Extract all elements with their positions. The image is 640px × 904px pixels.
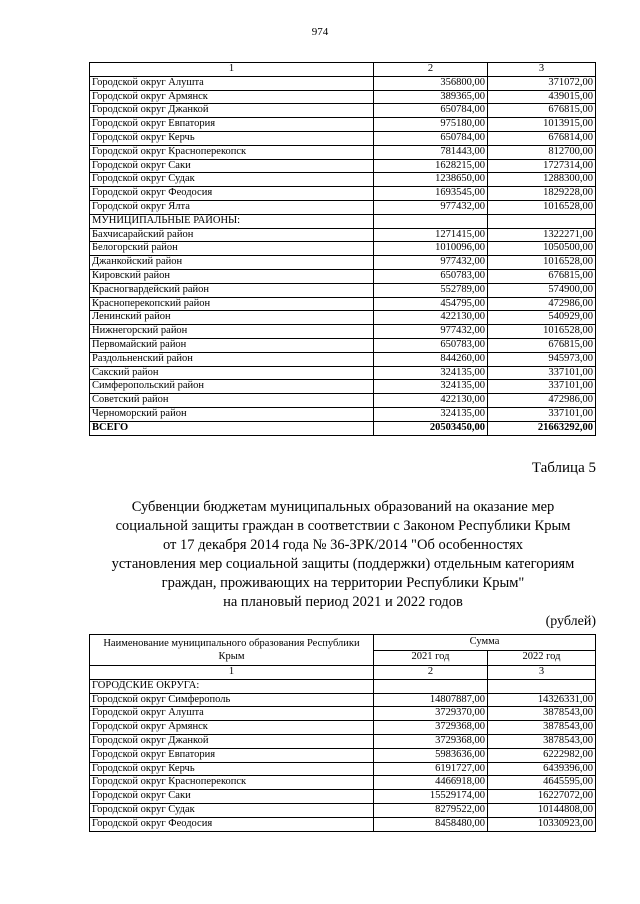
municipality-name-cell: ГОРОДСКИЕ ОКРУГА: [90, 679, 374, 693]
amount-cell: 16227072,00 [488, 790, 596, 804]
municipality-name-cell: Городской округ Ялта [90, 200, 374, 214]
municipality-name-cell: Городской округ Саки [90, 159, 374, 173]
amount-cell: 422130,00 [374, 394, 488, 408]
amount-cell: 422130,00 [374, 311, 488, 325]
amount-cell: 472986,00 [488, 394, 596, 408]
page-number: 974 [311, 26, 329, 38]
municipality-name-cell: Городской округ Керчь [90, 131, 374, 145]
amount-cell: 1288300,00 [488, 173, 596, 187]
amount-cell: 6222982,00 [488, 748, 596, 762]
table-row [90, 325, 596, 339]
amount-cell: 812700,00 [488, 145, 596, 159]
table-row [90, 242, 596, 256]
amount-cell: 10330923,00 [488, 817, 596, 831]
municipality-name-cell: Городской округ Красноперекопск [90, 776, 374, 790]
table-row [90, 297, 596, 311]
amount-cell: 977432,00 [374, 325, 488, 339]
amount-cell: 945973,00 [488, 352, 596, 366]
amount-cell: 14326331,00 [488, 693, 596, 707]
year-2022-header: 2022 год [488, 650, 596, 666]
municipality-name-cell: Городской округ Джанкой [90, 104, 374, 118]
table-row [90, 228, 596, 242]
amount-cell: 1050500,00 [488, 242, 596, 256]
municipality-name-cell: Городской округ Саки [90, 790, 374, 804]
municipality-name-cell: Первомайский район [90, 338, 374, 352]
table-row [90, 748, 596, 762]
amount-cell: 781443,00 [374, 145, 488, 159]
municipality-name-cell: Городской округ Евпатория [90, 118, 374, 132]
municipality-name-cell: ВСЕГО [90, 421, 374, 435]
amount-cell: 540929,00 [488, 311, 596, 325]
amount-cell: 1238650,00 [374, 173, 488, 187]
amount-cell: 650783,00 [374, 269, 488, 283]
amount-cell: 6191727,00 [374, 762, 488, 776]
amount-cell: 3729368,00 [374, 734, 488, 748]
column-number-row [90, 666, 596, 680]
municipality-name-cell: Городской округ Симферополь [90, 693, 374, 707]
amount-cell: 650784,00 [374, 104, 488, 118]
amount-cell: 975180,00 [374, 118, 488, 132]
table-row [90, 173, 596, 187]
table-row [90, 734, 596, 748]
amount-cell: 650784,00 [374, 131, 488, 145]
amount-cell: 337101,00 [488, 366, 596, 380]
table-row [90, 269, 596, 283]
table-row [90, 721, 596, 735]
amount-cell: 356800,00 [374, 76, 488, 90]
title-line: Субвенции бюджетам муниципальных образований на оказание мер [131, 499, 555, 515]
amount-cell: 337101,00 [488, 380, 596, 394]
year-2021-header: 2021 год [374, 650, 488, 666]
amount-cell: 1016528,00 [488, 325, 596, 339]
municipality-name-cell: Кировский район [90, 269, 374, 283]
amount-cell: 439015,00 [488, 90, 596, 104]
municipality-name-cell: Городской округ Алушта [90, 707, 374, 721]
title-line: от 17 декабря 2014 года № 36-ЗРК/2014 "Об особенностях [162, 537, 523, 553]
amount-cell: 676815,00 [488, 269, 596, 283]
table-row [90, 693, 596, 707]
amount-cell [374, 214, 488, 228]
column-number: 2 [374, 63, 488, 77]
amount-cell: 1013915,00 [488, 118, 596, 132]
amount-cell: 1322271,00 [488, 228, 596, 242]
amount-cell: 6439396,00 [488, 762, 596, 776]
table-row [90, 803, 596, 817]
amount-cell: 389365,00 [374, 90, 488, 104]
amount-cell: 3878543,00 [488, 721, 596, 735]
municipality-name-cell: Джанкойский район [90, 256, 374, 270]
header-row [90, 635, 596, 651]
municipality-name-cell: Нижнегорский район [90, 325, 374, 339]
municipality-name-cell: Белогорский район [90, 242, 374, 256]
amount-cell: 676815,00 [488, 104, 596, 118]
column-number: 3 [488, 666, 596, 680]
subventions-table-5 [89, 634, 596, 832]
municipality-name-cell: Советский район [90, 394, 374, 408]
table-row [90, 338, 596, 352]
municipality-name-cell: Городской округ Судак [90, 173, 374, 187]
total-row [90, 421, 596, 435]
municipality-name-cell: Симферопольский район [90, 380, 374, 394]
municipality-name-cell: Ленинский район [90, 311, 374, 325]
municipality-name-cell: Черноморский район [90, 407, 374, 421]
table-row [90, 159, 596, 173]
amount-cell: 21663292,00 [488, 421, 596, 435]
table-row [90, 311, 596, 325]
table-row [90, 256, 596, 270]
municipality-name-cell: Городской округ Армянск [90, 90, 374, 104]
table-row [90, 407, 596, 421]
amount-cell: 324135,00 [374, 407, 488, 421]
amount-cell: 10144808,00 [488, 803, 596, 817]
column-number-row [90, 63, 596, 77]
title-line: социальной защиты граждан в соответствии с Законом Республики Крым [115, 518, 571, 534]
table-row [90, 187, 596, 201]
table-row [90, 707, 596, 721]
table-row [90, 817, 596, 831]
column-number: 2 [374, 666, 488, 680]
table-row [90, 776, 596, 790]
municipality-name-cell: Городской округ Керчь [90, 762, 374, 776]
table-row [90, 762, 596, 776]
municipality-name-cell: Городской округ Судак [90, 803, 374, 817]
amount-cell: 676815,00 [488, 338, 596, 352]
amount-cell: 844260,00 [374, 352, 488, 366]
table-row [90, 283, 596, 297]
municipality-name-cell: МУНИЦИПАЛЬНЫЕ РАЙОНЫ: [90, 214, 374, 228]
municipality-name-cell: Бахчисарайский район [90, 228, 374, 242]
amount-cell: 15529174,00 [374, 790, 488, 804]
amount-cell: 324135,00 [374, 380, 488, 394]
amount-cell: 3729370,00 [374, 707, 488, 721]
amount-cell: 3878543,00 [488, 734, 596, 748]
amount-cell: 1693545,00 [374, 187, 488, 201]
amount-cell: 14807887,00 [374, 693, 488, 707]
amount-cell: 676814,00 [488, 131, 596, 145]
municipality-name-cell: Городской округ Феодосия [90, 817, 374, 831]
amount-cell: 1628215,00 [374, 159, 488, 173]
amount-cell [488, 679, 596, 693]
amount-cell: 3878543,00 [488, 707, 596, 721]
table-row [90, 214, 596, 228]
amount-cell: 977432,00 [374, 256, 488, 270]
amount-cell: 324135,00 [374, 366, 488, 380]
table-row [90, 90, 596, 104]
amount-cell: 1010096,00 [374, 242, 488, 256]
table-row [90, 76, 596, 90]
municipality-name-cell: Раздольненский район [90, 352, 374, 366]
amount-cell: 472986,00 [488, 297, 596, 311]
amount-cell: 8458480,00 [374, 817, 488, 831]
municipality-name-cell: Городской округ Красноперекопск [90, 145, 374, 159]
table-row [90, 366, 596, 380]
title-line: граждан, проживающих на территории Республики Крым" [161, 575, 525, 591]
amount-cell: 454795,00 [374, 297, 488, 311]
amount-cell: 5983636,00 [374, 748, 488, 762]
title-line: установления мер социальной защиты (поддержки) отдельным категориям [111, 556, 575, 572]
table-label: Таблица 5 [531, 460, 596, 476]
amount-cell: 1271415,00 [374, 228, 488, 242]
units-label: (рублей) [545, 614, 596, 629]
amount-cell: 8279522,00 [374, 803, 488, 817]
municipality-name-cell: Красноперекопский район [90, 297, 374, 311]
amount-cell: 574900,00 [488, 283, 596, 297]
amount-cell: 1016528,00 [488, 256, 596, 270]
municipality-name-cell: Городской округ Феодосия [90, 187, 374, 201]
municipality-name-cell: Городской округ Армянск [90, 721, 374, 735]
municipality-name-cell: Городской округ Евпатория [90, 748, 374, 762]
table-title [90, 498, 596, 612]
name-column-header: Наименование муниципального образования Республики Крым [90, 635, 374, 666]
table-row [90, 104, 596, 118]
subventions-table-continued [89, 62, 596, 436]
column-number: 3 [488, 63, 596, 77]
amount-cell: 4645595,00 [488, 776, 596, 790]
table-row [90, 352, 596, 366]
municipality-name-cell: Городской округ Джанкой [90, 734, 374, 748]
municipality-name-cell: Сакский район [90, 366, 374, 380]
sum-header: Сумма [374, 635, 596, 651]
amount-cell: 4466918,00 [374, 776, 488, 790]
column-number: 1 [90, 666, 374, 680]
municipality-name-cell: Красногвардейский район [90, 283, 374, 297]
amount-cell [374, 679, 488, 693]
table-row [90, 200, 596, 214]
table-row [90, 394, 596, 408]
amount-cell: 1727314,00 [488, 159, 596, 173]
column-number: 1 [90, 63, 374, 77]
table-row [90, 118, 596, 132]
amount-cell: 3729368,00 [374, 721, 488, 735]
amount-cell: 552789,00 [374, 283, 488, 297]
amount-cell: 1829228,00 [488, 187, 596, 201]
title-line: на плановый период 2021 и 2022 годов [223, 594, 463, 610]
amount-cell: 1016528,00 [488, 200, 596, 214]
amount-cell: 977432,00 [374, 200, 488, 214]
table-row [90, 380, 596, 394]
municipality-name-cell: Городской округ Алушта [90, 76, 374, 90]
amount-cell: 371072,00 [488, 76, 596, 90]
amount-cell: 337101,00 [488, 407, 596, 421]
amount-cell [488, 214, 596, 228]
table-row [90, 679, 596, 693]
table-row [90, 145, 596, 159]
table-row [90, 131, 596, 145]
amount-cell: 650783,00 [374, 338, 488, 352]
table-row [90, 790, 596, 804]
amount-cell: 20503450,00 [374, 421, 488, 435]
